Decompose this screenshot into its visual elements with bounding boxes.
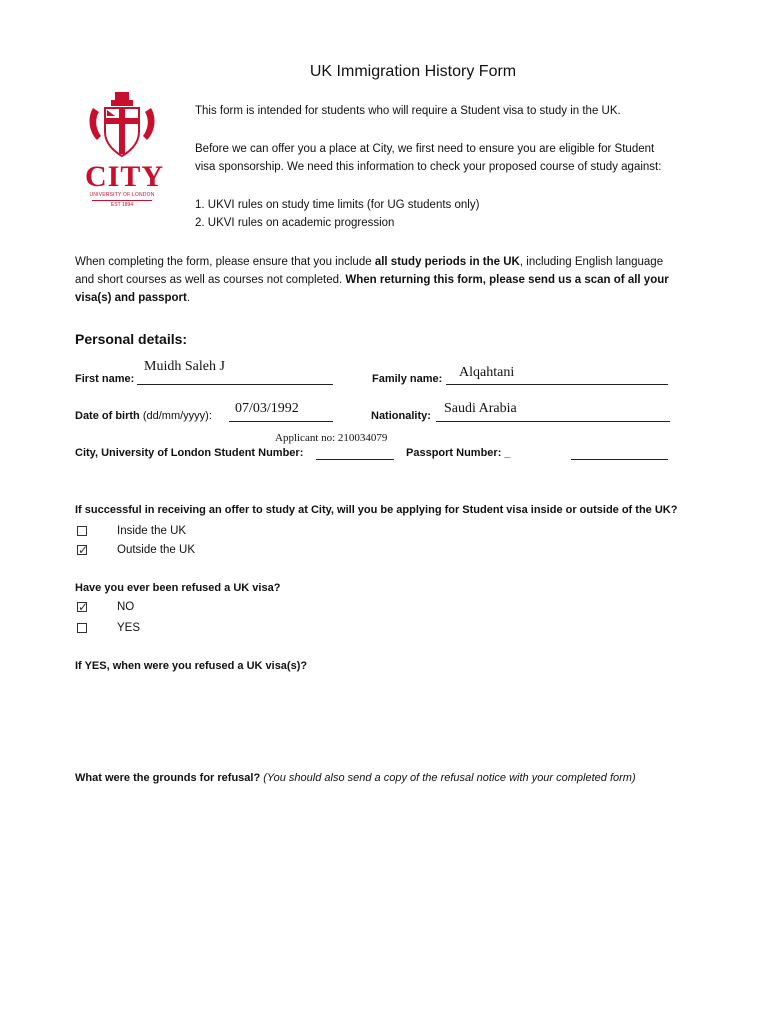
instructions-line-1: When completing the form, please ensure that you include all study periods in the UK, including English language [75,256,664,268]
dob-value[interactable]: 07/03/1992 [235,401,299,416]
passport-number-line [571,459,668,460]
refused-no-checkbox[interactable] [77,602,87,612]
nationality-label: Nationality: [371,410,431,422]
refused-yes-label: YES [117,622,141,634]
inside-uk-checkbox[interactable] [77,526,87,536]
outside-uk-label: Outside the UK [117,544,195,556]
refused-no-label: NO [117,601,135,613]
refusal-grounds-question: What were the grounds for refusal? (You should also send a copy of the refusal notice with your completed form) [75,772,636,784]
passport-number-label: Passport Number: _ [406,447,511,459]
city-logo [85,88,165,208]
first-name-line [137,384,333,385]
personal-details-heading: Personal details: [75,331,188,347]
intro-paragraph-2-line-2: visa sponsorship. We need this information to check your proposed course of study against: [195,161,662,173]
refused-yes-checkbox[interactable] [77,623,87,633]
logo-subtitle: UNIVERSITY OF LONDON [89,192,155,198]
check-mark-icon: ✓ [78,543,89,557]
family-name-label: Family name: [372,373,443,385]
crest-icon [85,88,159,158]
refusal-date-question: If YES, when were you refused a UK visa(s)? [75,660,308,672]
logo-wordmark: CITY [85,160,165,193]
outside-uk-checkbox[interactable] [77,545,87,555]
logo-est: EST 1894 [110,202,134,208]
first-name-label: First name: [75,373,135,385]
rule-1: 1. UKVI rules on study time limits (for UG students only) [195,199,480,211]
applicant-number: Applicant no: 210034079 [275,432,388,444]
logo-divider [92,200,152,201]
instructions-line-2: and short courses as well as courses not completed. When returning this form, please send us a scan of all your [75,274,669,286]
first-name-value[interactable]: Muidh Saleh J [144,359,225,374]
nationality-line [436,421,670,422]
instructions-line-3: visa(s) and passport. [75,292,191,304]
check-mark-icon: ✓ [78,600,89,614]
student-number-line [316,459,394,460]
form-title: UK Immigration History Form [309,63,517,80]
nationality-value[interactable]: Saudi Arabia [444,401,517,416]
intro-paragraph-1: This form is intended for students who will require a Student visa to study in the UK. [195,105,621,117]
dob-line [229,421,333,422]
inside-uk-label: Inside the UK [117,525,187,537]
rule-2: 2. UKVI rules on academic progression [195,217,395,229]
family-name-line [446,384,668,385]
intro-paragraph-2-line-1: Before we can offer you a place at City, we first need to ensure you are eligible for Student [195,143,655,155]
family-name-value[interactable]: Alqahtani [459,365,515,380]
dob-label: Date of birth (dd/mm/yyyy): [75,410,212,422]
student-number-label: City, University of London Student Number: [75,447,304,459]
visa-location-question: If successful in receiving an offer to study at City, will you be applying for Student visa inside or outside of the UK? [75,504,678,516]
refused-visa-question: Have you ever been refused a UK visa? [75,582,281,594]
